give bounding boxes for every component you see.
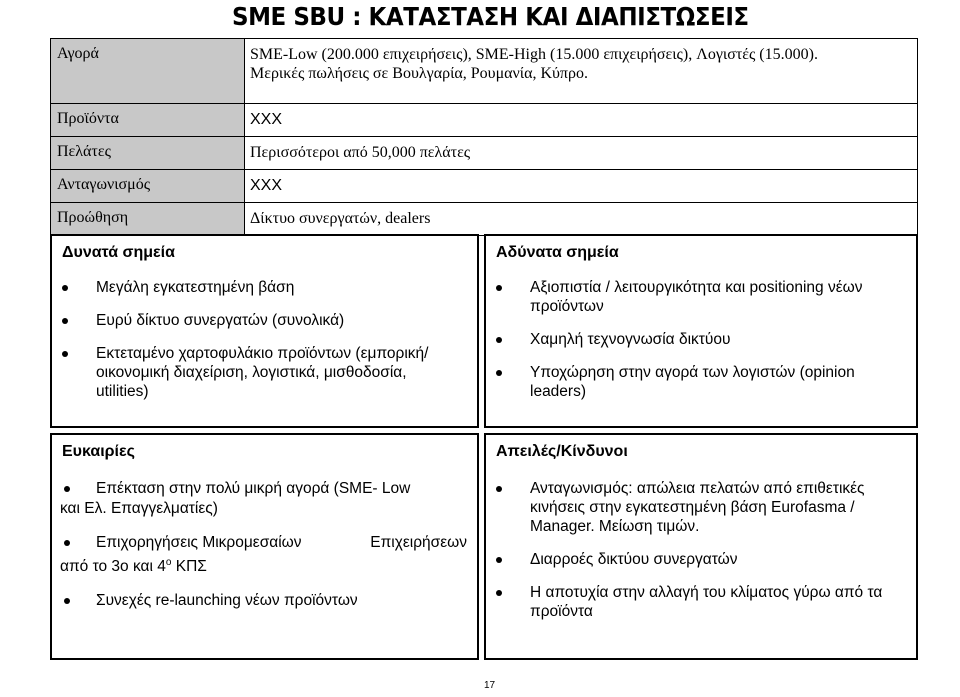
strengths-heading: Δυνατά σημεία — [62, 244, 175, 261]
item-text: Αξιοπιστία / λειτουργικότητα και positioning νέων προϊόντων — [530, 279, 863, 315]
row-value-promotion: Δίκτυο συνεργατών, dealers — [245, 203, 918, 236]
threats-heading: Απειλές/Κίνδυνοι — [496, 443, 628, 460]
list-item — [60, 533, 475, 553]
bullet-icon — [64, 486, 70, 492]
bullet-icon — [496, 486, 502, 492]
item-text: από το 3ο και 4 — [60, 558, 166, 576]
opportunities-list — [60, 479, 475, 611]
bullet-icon — [496, 590, 502, 596]
item-text: Ευρύ δίκτυο συνεργατών (συνολικά) — [96, 312, 345, 329]
list-item — [52, 278, 477, 297]
list-item — [486, 583, 916, 621]
bullet-icon — [496, 285, 502, 291]
info-table — [50, 38, 918, 236]
page-number: 17 — [484, 680, 496, 691]
bullet-icon — [64, 540, 70, 546]
item-text: Συνεχές re-launching νέων προϊόντων — [96, 592, 358, 610]
list-item — [486, 330, 916, 349]
strengths-box — [50, 234, 479, 428]
list-item — [486, 550, 916, 569]
list-item — [52, 311, 477, 330]
weaknesses-box — [484, 234, 918, 428]
list-item — [486, 363, 916, 401]
row-value-customers: Περισσότεροι από 50,000 πελάτες — [245, 137, 918, 170]
bullet-icon — [62, 351, 68, 357]
item-text: Η αποτυχία στην αλλαγή του κλίματος γύρω από τα προϊόντα — [530, 584, 883, 620]
item-text-continued: και Ελ. Επαγγελματίες) — [60, 500, 218, 517]
table-row — [51, 203, 918, 236]
list-item — [60, 591, 475, 611]
list-item — [52, 344, 477, 401]
row-label-competition: Ανταγωνισμός — [51, 170, 245, 203]
weaknesses-heading: Αδύνατα σημεία — [496, 244, 619, 261]
row-label-products: Προϊόντα — [51, 104, 245, 137]
item-text: Επιχορηγήσεις Μικρομεσαίων — [96, 534, 302, 551]
bullet-icon — [62, 318, 68, 324]
bullet-icon — [64, 598, 70, 604]
item-text: Υποχώρηση στην αγορά των λογιστών (opinion leaders) — [530, 364, 855, 400]
row-label-customers: Πελάτες — [51, 137, 245, 170]
row-value-products: XXX — [245, 104, 918, 137]
opportunities-heading: Ευκαιρίες — [62, 443, 135, 460]
item-text-continued — [60, 553, 475, 577]
market-line-2: Μερικές πωλήσεις σε Βουλγαρία, Ρουμανία, Κύπρο. — [250, 65, 588, 82]
item-text: ΚΠΣ — [171, 558, 207, 576]
opportunities-box — [50, 433, 479, 660]
threats-box — [484, 433, 918, 660]
row-label-promotion: Προώθηση — [51, 203, 245, 236]
item-text: Επιχειρήσεων — [370, 534, 467, 551]
superscript: ο — [165, 557, 172, 568]
item-text: Ανταγωνισμός: απώλεια πελατών από επιθετικές κινήσεις στην εγκατεστημένη βάση Eurofasma / Manager. Μείωση τιμών. — [530, 480, 865, 535]
list-item — [60, 479, 475, 499]
list-item — [486, 278, 916, 316]
bullet-icon — [496, 370, 502, 376]
table-row — [51, 104, 918, 137]
table-row — [51, 39, 918, 104]
item-text: Χαμηλή τεχνογνωσία δικτύου — [530, 331, 731, 348]
row-value-market — [245, 39, 918, 104]
page-title: SME SBU : ΚΑΤΑΣΤΑΣΗ ΚΑΙ ΔΙΑΠΙΣΤΩΣΕΙΣ — [232, 2, 749, 31]
row-value-competition: XXX — [245, 170, 918, 203]
item-text: Μεγάλη εγκατεστημένη βάση — [96, 279, 295, 296]
bullet-icon — [496, 337, 502, 343]
item-text: Επέκταση στην πολύ μικρή αγορά (SME- Low — [96, 480, 411, 497]
table-row — [51, 137, 918, 170]
row-label-market: Αγορά — [51, 39, 245, 104]
item-text: Εκτεταμένο χαρτοφυλάκιο προϊόντων (εμπορική/οικονομική διαχείριση, λογιστικά, μισθοδοσία, utilities) — [96, 345, 429, 400]
bullet-icon — [62, 285, 68, 291]
table-row — [51, 170, 918, 203]
market-line-1: SME-Low (200.000 επιχειρήσεις), SME-High (15.000 επιχειρήσεις), Λογιστές (15.000). — [250, 46, 818, 63]
list-item — [486, 479, 916, 536]
item-text: Διαρροές δικτύου συνεργατών — [530, 551, 738, 568]
bullet-icon — [496, 557, 502, 563]
